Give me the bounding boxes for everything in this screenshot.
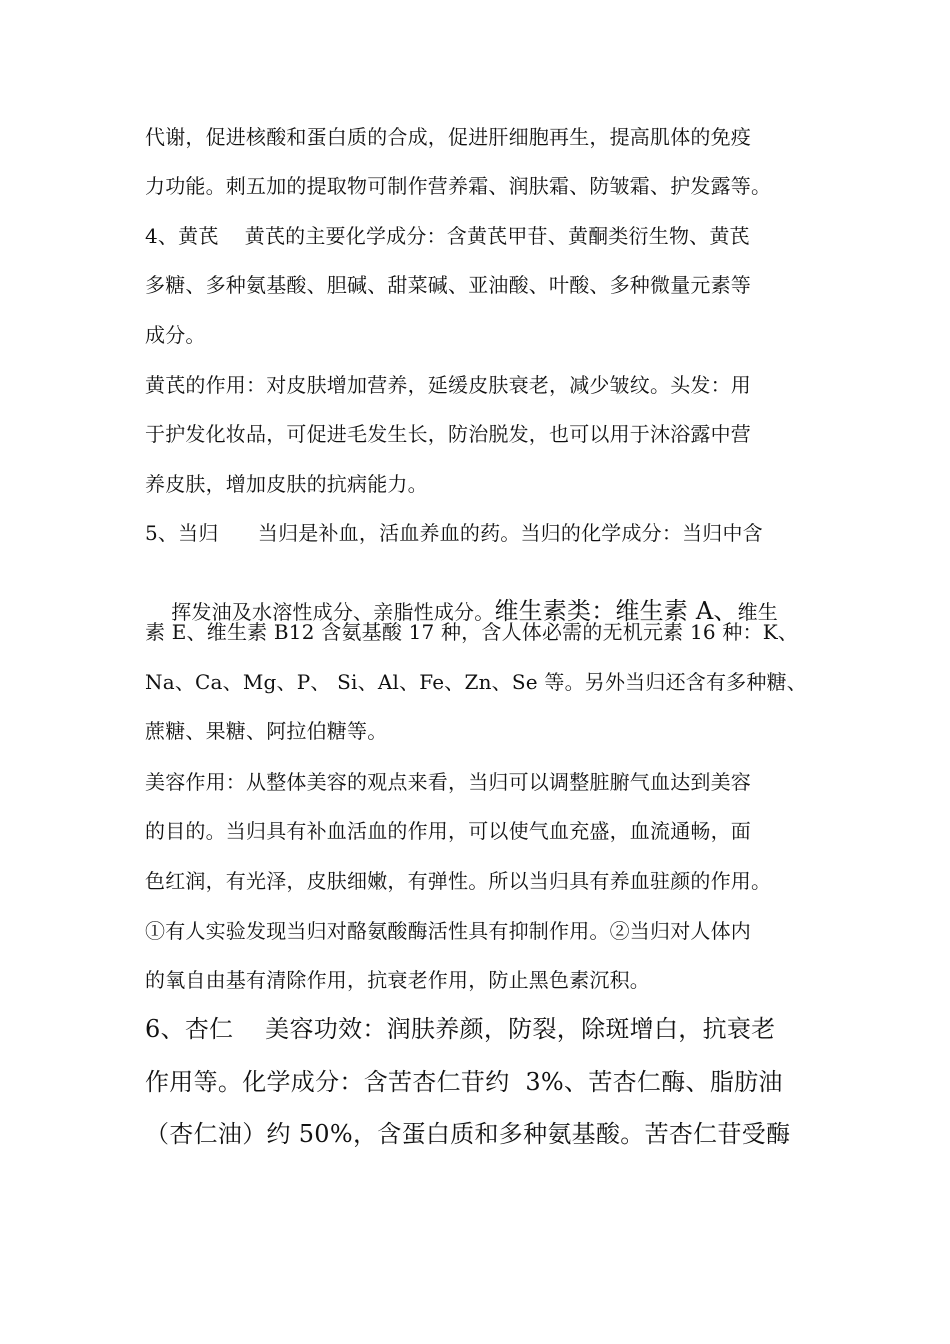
text-line: 养皮肤，增加皮肤的抗病能力。 xyxy=(145,472,428,496)
section-heading-xingren: 6、杏仁 美容功效：润肤养颜，防裂，除斑增白，抗衰老 xyxy=(145,1015,776,1043)
text-segment-large: 维生素类：维生素 A、 xyxy=(494,597,738,625)
text-line: 代谢，促进核酸和蛋白质的合成，促进肝细胞再生，提高肌体的免疫 xyxy=(145,125,751,149)
text-segment: 维生 xyxy=(737,600,779,624)
text-line: 于护发化妆品，可促进毛发生长，防治脱发，也可以用于沐浴露中营 xyxy=(145,422,751,446)
text-line: 色红润，有光泽，皮肤细嫩，有弹性。所以当归具有养血驻颜的作用。 xyxy=(145,869,772,893)
text-line: ①有人实验发现当归对酪氨酸酶活性具有抑制作用。②当归对人体内 xyxy=(145,919,751,943)
text-line: 作用等。化学成分：含苦杏仁苷约 3%、苦杏仁酶、脂肪油 xyxy=(145,1068,783,1096)
text-line: 的目的。当归具有补血活血的作用，可以使气血充盛，血流通畅，面 xyxy=(145,819,751,843)
text-line: 美容作用：从整体美容的观点来看，当归可以调整脏腑气血达到美容 xyxy=(145,770,751,794)
text-line: 成分。 xyxy=(145,323,206,347)
section-heading-huangqi: 4、黄芪 黄芪的主要化学成分：含黄芪甲苷、黄酮类衍生物、黄芪 xyxy=(145,224,750,248)
text-line: 力功能。刺五加的提取物可制作营养霜、润肤霜、防皱霜、护发露等。 xyxy=(145,174,772,198)
text-line: 黄芪的作用：对皮肤增加营养，延缓皮肤衰老，减少皱纹。头发：用 xyxy=(145,373,751,397)
text-line: Na、Ca、Mg、P、 Si、Al、Fe、Zn、Se 等。另外当归还含有多种糖、 xyxy=(145,670,807,694)
section-heading-danggui: 5、当归 当归是补血，活血养血的药。当归的化学成分：当归中含 xyxy=(145,521,763,545)
text-segment: 挥发油及水溶性成分、亲脂性成分。 xyxy=(171,600,495,624)
text-line: 多糖、多种氨基酸、胆碱、甜菜碱、亚油酸、叶酸、多种微量元素等 xyxy=(145,273,751,297)
text-line: （杏仁油）约 50%，含蛋白质和多种氨基酸。苦杏仁苷受酶 xyxy=(145,1120,791,1148)
text-line: 蔗糖、果糖、阿拉伯糖等。 xyxy=(145,719,388,743)
text-line: 的氧自由基有清除作用，抗衰老作用，防止黑色素沉积。 xyxy=(145,968,650,992)
text-line: 素 E、维生素 B12 含氨基酸 17 种，含人体必需的无机元素 16 种：K、 xyxy=(145,620,799,644)
